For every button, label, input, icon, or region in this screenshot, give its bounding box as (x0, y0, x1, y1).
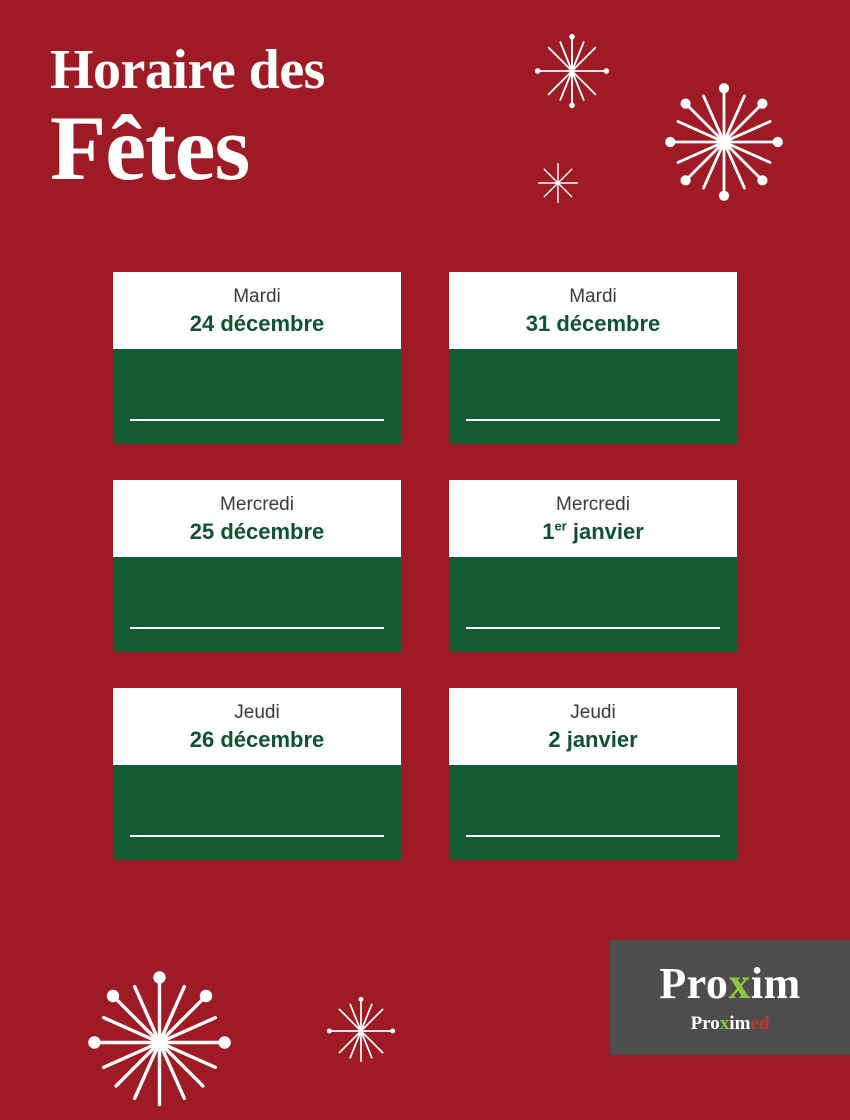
schedule-card (113, 272, 401, 444)
card-hours-area[interactable] (449, 765, 737, 860)
card-date-label: 2 janvier (548, 727, 638, 753)
write-line (466, 419, 720, 421)
snowflake-icon (325, 995, 397, 1067)
card-day-label: Jeudi (234, 702, 280, 724)
card-hours-area[interactable] (113, 349, 401, 444)
write-line (130, 419, 384, 421)
logo-wordmark (659, 959, 801, 1008)
card-hours-area[interactable] (113, 557, 401, 652)
card-day-label: Mercredi (220, 494, 294, 516)
card-day-label: Mardi (233, 286, 281, 307)
write-line (466, 627, 720, 629)
card-date-label: 25 décembre (189, 518, 325, 544)
card-hours-area[interactable] (113, 765, 401, 860)
card-date-label (457, 519, 729, 544)
schedule-card (113, 688, 401, 860)
write-line (130, 627, 384, 629)
card-date-label: 31 décembre (525, 310, 661, 336)
card-day-label: Mardi (569, 286, 617, 307)
snowflake-icon (82, 965, 237, 1120)
title-line-2: Fêtes (50, 97, 250, 199)
logo-prefix: Pro (659, 959, 729, 1008)
card-hours-area[interactable] (449, 349, 737, 444)
logo-x-mark: x (728, 959, 751, 1008)
card-date-suffix: janvier (566, 518, 644, 544)
snowflake-icon (535, 160, 581, 206)
card-date-label: 26 décembre (189, 727, 325, 753)
logo-sub-im: im (729, 1013, 751, 1034)
schedule-card (449, 688, 737, 860)
card-header (113, 480, 401, 557)
card-date-prefix: 1 (542, 518, 555, 544)
schedule-card (449, 480, 737, 652)
card-header (449, 480, 737, 557)
logo-suffix: im (750, 959, 801, 1008)
logo-sub-x-mark: x (719, 1013, 730, 1034)
snowflake-icon (660, 78, 788, 206)
card-day-label: Mercredi (556, 494, 630, 516)
page-title (50, 39, 325, 199)
logo-sub-prefix: Pro (690, 1013, 720, 1034)
card-hours-area[interactable] (449, 557, 737, 652)
logo-subbrand (691, 1014, 770, 1033)
schedule-card (449, 272, 737, 444)
card-header (449, 272, 737, 349)
card-header (449, 688, 737, 765)
card-date-label: 24 décembre (189, 310, 325, 336)
card-date-ordinal: er (554, 518, 567, 534)
write-line (130, 835, 384, 837)
card-day-label: Jeudi (570, 702, 616, 724)
title-line-1: Horaire des (50, 39, 325, 101)
logo-sub-ed: ed (750, 1013, 770, 1034)
schedule-row (113, 480, 737, 652)
card-header (113, 688, 401, 765)
card-header (113, 272, 401, 349)
schedule-row (113, 272, 737, 444)
write-line (466, 835, 720, 837)
schedule-row (113, 688, 737, 860)
snowflake-icon (533, 32, 611, 110)
schedule-grid (113, 272, 737, 896)
logo (610, 940, 850, 1055)
schedule-card (113, 480, 401, 652)
